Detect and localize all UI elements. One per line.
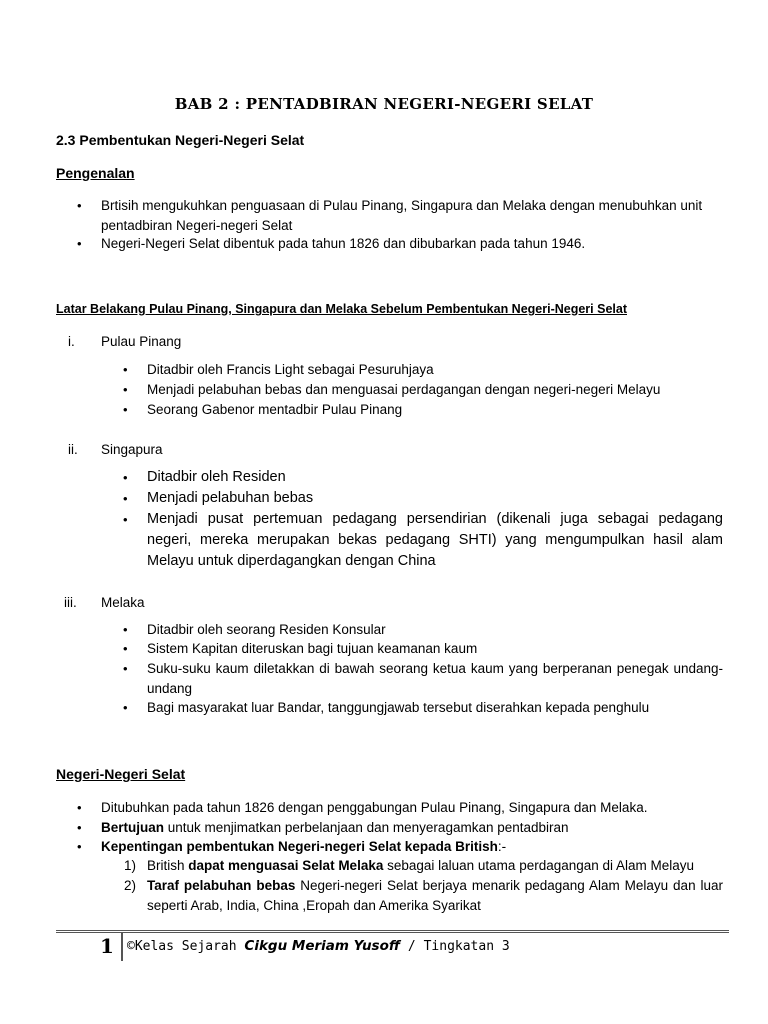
list-item: Ditadbir oleh seorang Residen Konsular <box>147 622 386 637</box>
nns-heading: Negeri-Negeri Selat <box>56 766 186 782</box>
nns-item-3-bold: Kepentingan pembentukan Negeri-negeri Selat kepada British <box>101 839 498 854</box>
nns-item-2-bold: Bertujuan <box>101 820 165 835</box>
list-item: Ditadbir oleh Residen <box>147 469 286 485</box>
footer-prefix: ©Kelas Sejarah <box>127 939 245 954</box>
bullet-icon: • <box>123 382 128 397</box>
sub-item-1-bold: dapat menguasai Selat Melaka <box>188 858 384 873</box>
list-item: Seorang Gabenor mentadbir Pulau Pinang <box>147 402 403 417</box>
sub-item-1-post: sebagai laluan utama perdagangan di Alam Melayu <box>383 858 695 873</box>
group-name-singapura: Singapura <box>101 442 163 457</box>
sub-item-number: 2) <box>124 878 137 893</box>
list-item: Menjadi pelabuhan bebas dan menguasai perdagangan dengan negeri-negeri Melayu <box>147 382 661 397</box>
bullet-icon: • <box>123 470 128 485</box>
footer-divider <box>56 930 729 933</box>
bullet-icon: • <box>77 820 82 835</box>
sub-item-1-pre: British <box>147 858 189 873</box>
nns-item-2 <box>101 818 723 838</box>
bullet-icon: • <box>77 800 82 815</box>
footer-credit <box>127 938 510 954</box>
nns-item-2-rest: untuk menjimatkan perbelanjaan dan menyeragamkan pentadbiran <box>164 820 569 835</box>
bullet-icon: • <box>77 236 82 251</box>
sub-item-2-post: Negeri-negeri Selat berjaya menarik pedagang Alam Melayu dan luar seperti Arab, India, China ,Eropah dan Amerika Syarikat <box>147 878 723 913</box>
bullet-icon: • <box>123 402 128 417</box>
pengenalan-item-2: Negeri-Negeri Selat dibentuk pada tahun 1826 dan dibubarkan pada tahun 1946. <box>101 236 586 251</box>
bullet-icon: • <box>123 491 128 506</box>
page-number: 1 <box>100 934 114 958</box>
list-item: Ditadbir oleh Francis Light sebagai Pesuruhjaya <box>147 362 434 377</box>
sub-item-number: 1) <box>124 858 137 873</box>
nns-item-3 <box>101 837 723 857</box>
footer-separator <box>121 933 123 961</box>
sub-item-2-bold: Taraf pelabuhan bebas <box>147 878 296 893</box>
list-item: Suku-suku kaum diletakkan di bawah seorang ketua kaum yang berperanan penegak undang-undang <box>147 661 723 696</box>
group-numeral: iii. <box>64 595 77 610</box>
bullet-icon: • <box>123 661 128 676</box>
list-item: Menjadi pelabuhan bebas <box>147 490 314 506</box>
bullet-icon: • <box>123 622 128 637</box>
group-name-melaka: Melaka <box>101 595 145 610</box>
pengenalan-heading: Pengenalan <box>56 165 135 181</box>
bullet-icon: • <box>77 198 82 213</box>
sub-item-1 <box>147 856 723 876</box>
group-numeral: i. <box>68 334 75 349</box>
bullet-icon: • <box>123 641 128 656</box>
group-numeral: ii. <box>68 442 78 457</box>
pengenalan-item-1: Brtisih mengukuhkan penguasaan di Pulau Pinang, Singapura dan Melaka dengan menubuhkan unit pentadbiran Negeri-negeri Selat <box>101 198 703 233</box>
bullet-icon: • <box>123 362 128 377</box>
footer-suffix: / Tingkatan 3 <box>400 939 510 954</box>
list-item: Bagi masyarakat luar Bandar, tanggungjawab tersebut diserahkan kepada penghulu <box>147 700 650 715</box>
footer-author: Cikgu Meriam Yusoff <box>244 938 401 954</box>
latar-heading: Latar Belakang Pulau Pinang, Singapura dan Melaka Sebelum Pembentukan Negeri-Negeri Selat <box>56 302 627 316</box>
nns-item-3-rest: :- <box>497 839 507 854</box>
list-item: Sistem Kapitan diteruskan bagi tujuan keamanan kaum <box>147 641 478 656</box>
list-item: Menjadi pusat pertemuan pedagang persendirian (dikenali juga sebagai pedagang negeri, mereka merupakan bekas pedagang SHTI) yang mengumpulkan hasil alam Melayu untuk diperdagangkan dengan China <box>147 511 723 569</box>
section-heading: 2.3 Pembentukan Negeri-Negeri Selat <box>56 132 305 148</box>
group-name-pulau-pinang: Pulau Pinang <box>101 334 182 349</box>
bullet-icon: • <box>123 700 128 715</box>
sub-item-2 <box>147 876 723 916</box>
nns-item-1: Ditubuhkan pada tahun 1826 dengan penggabungan Pulau Pinang, Singapura dan Melaka. <box>101 800 648 815</box>
bullet-icon: • <box>123 512 128 527</box>
bullet-icon: • <box>77 839 82 854</box>
page-title: BAB 2 : PENTADBIRAN NEGERI-NEGERI SELAT <box>174 95 594 113</box>
